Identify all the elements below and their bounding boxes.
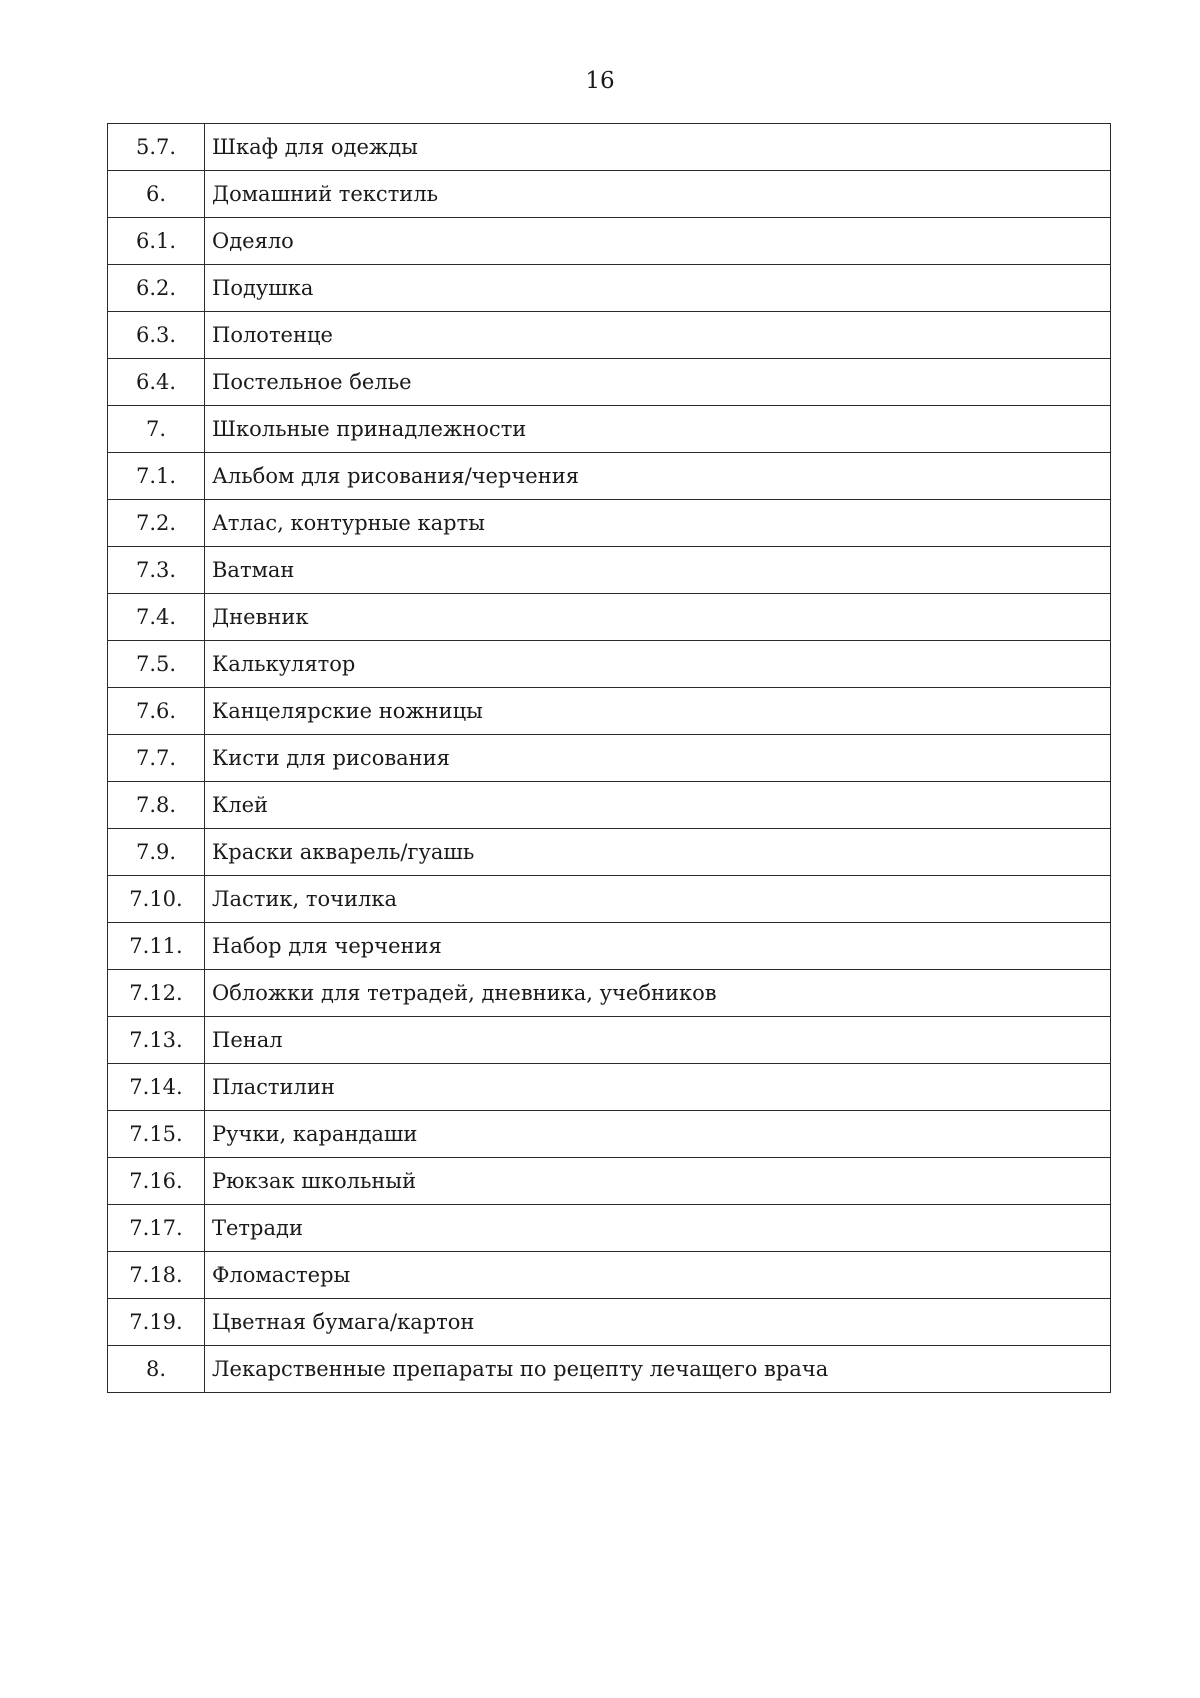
table-row bbox=[108, 500, 1111, 547]
item-name: Одеяло bbox=[205, 218, 1111, 265]
item-number: 7.16. bbox=[108, 1158, 205, 1205]
item-number: 7.1. bbox=[108, 453, 205, 500]
item-name: Лекарственные препараты по рецепту лечащего врача bbox=[205, 1346, 1111, 1393]
item-name: Цветная бумага/картон bbox=[205, 1299, 1111, 1346]
item-number: 6.3. bbox=[108, 312, 205, 359]
table-row bbox=[108, 1205, 1111, 1252]
item-name: Обложки для тетрадей, дневника, учебников bbox=[205, 970, 1111, 1017]
item-number: 7.13. bbox=[108, 1017, 205, 1064]
item-name: Пластилин bbox=[205, 1064, 1111, 1111]
table-row bbox=[108, 970, 1111, 1017]
item-number: 7. bbox=[108, 406, 205, 453]
item-number: 8. bbox=[108, 1346, 205, 1393]
item-number: 7.6. bbox=[108, 688, 205, 735]
table-row bbox=[108, 1346, 1111, 1393]
items-table bbox=[107, 123, 1111, 1393]
item-name: Домашний текстиль bbox=[205, 171, 1111, 218]
item-name: Кисти для рисования bbox=[205, 735, 1111, 782]
item-number: 7.8. bbox=[108, 782, 205, 829]
item-number: 6.1. bbox=[108, 218, 205, 265]
item-number: 7.14. bbox=[108, 1064, 205, 1111]
item-number: 7.17. bbox=[108, 1205, 205, 1252]
item-name: Набор для черчения bbox=[205, 923, 1111, 970]
table-row bbox=[108, 171, 1111, 218]
table-row bbox=[108, 923, 1111, 970]
item-name: Полотенце bbox=[205, 312, 1111, 359]
item-number: 7.10. bbox=[108, 876, 205, 923]
item-number: 6. bbox=[108, 171, 205, 218]
item-name: Ватман bbox=[205, 547, 1111, 594]
table-row bbox=[108, 876, 1111, 923]
table-row bbox=[108, 547, 1111, 594]
item-number: 7.19. bbox=[108, 1299, 205, 1346]
table-row bbox=[108, 359, 1111, 406]
page-number: 16 bbox=[585, 68, 615, 94]
item-number: 6.4. bbox=[108, 359, 205, 406]
item-name: Пенал bbox=[205, 1017, 1111, 1064]
item-number: 7.18. bbox=[108, 1252, 205, 1299]
item-name: Шкаф для одежды bbox=[205, 124, 1111, 171]
table-row bbox=[108, 453, 1111, 500]
table-row bbox=[108, 406, 1111, 453]
table-row bbox=[108, 265, 1111, 312]
table-row bbox=[108, 1017, 1111, 1064]
table-row bbox=[108, 218, 1111, 265]
item-name: Подушка bbox=[205, 265, 1111, 312]
item-name: Ластик, точилка bbox=[205, 876, 1111, 923]
item-name: Ручки, карандаши bbox=[205, 1111, 1111, 1158]
table-row bbox=[108, 1299, 1111, 1346]
item-name: Дневник bbox=[205, 594, 1111, 641]
table-row bbox=[108, 688, 1111, 735]
item-number: 7.5. bbox=[108, 641, 205, 688]
table-row bbox=[108, 1158, 1111, 1205]
table-row bbox=[108, 1064, 1111, 1111]
table-row bbox=[108, 782, 1111, 829]
item-name: Атлас, контурные карты bbox=[205, 500, 1111, 547]
table-row bbox=[108, 829, 1111, 876]
item-number: 7.2. bbox=[108, 500, 205, 547]
table-body bbox=[108, 124, 1111, 1393]
item-number: 6.2. bbox=[108, 265, 205, 312]
table-row bbox=[108, 735, 1111, 782]
item-number: 7.15. bbox=[108, 1111, 205, 1158]
table-row bbox=[108, 1111, 1111, 1158]
item-number: 7.11. bbox=[108, 923, 205, 970]
item-number: 7.7. bbox=[108, 735, 205, 782]
item-name: Рюкзак школьный bbox=[205, 1158, 1111, 1205]
item-name: Канцелярские ножницы bbox=[205, 688, 1111, 735]
item-number: 7.12. bbox=[108, 970, 205, 1017]
item-name: Фломастеры bbox=[205, 1252, 1111, 1299]
item-number: 7.3. bbox=[108, 547, 205, 594]
item-number: 5.7. bbox=[108, 124, 205, 171]
item-name: Калькулятор bbox=[205, 641, 1111, 688]
item-name: Краски акварель/гуашь bbox=[205, 829, 1111, 876]
table-row bbox=[108, 312, 1111, 359]
item-number: 7.9. bbox=[108, 829, 205, 876]
item-name: Альбом для рисования/черчения bbox=[205, 453, 1111, 500]
item-name: Школьные принадлежности bbox=[205, 406, 1111, 453]
table-row bbox=[108, 1252, 1111, 1299]
item-name: Тетради bbox=[205, 1205, 1111, 1252]
item-name: Клей bbox=[205, 782, 1111, 829]
table-row bbox=[108, 594, 1111, 641]
table-row bbox=[108, 641, 1111, 688]
table-row bbox=[108, 124, 1111, 171]
item-number: 7.4. bbox=[108, 594, 205, 641]
item-name: Постельное белье bbox=[205, 359, 1111, 406]
